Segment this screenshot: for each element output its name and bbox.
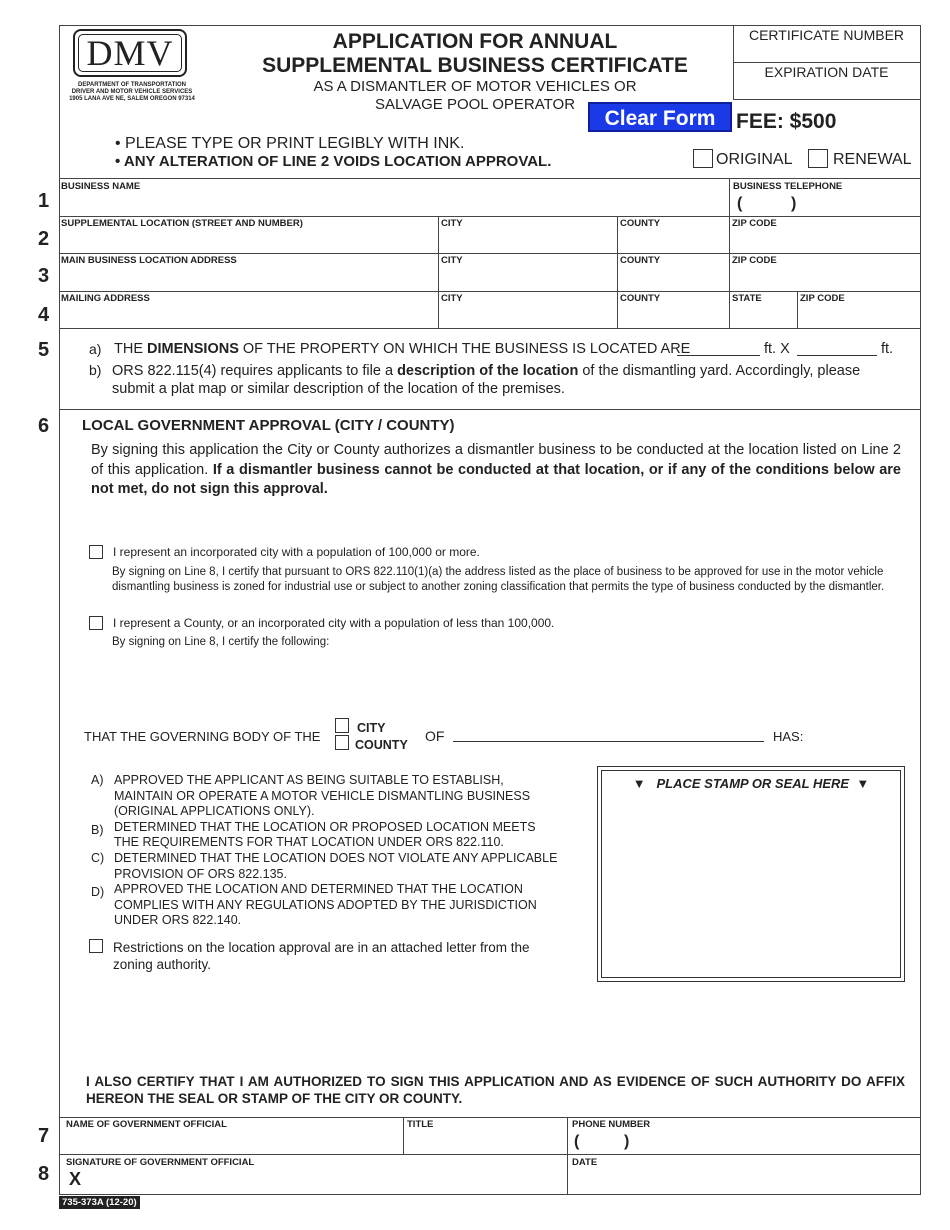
- form-number: 735-373A (12-20): [59, 1196, 140, 1209]
- line5-ft: ft.: [881, 341, 894, 357]
- grid-row-1-top: [59, 178, 920, 179]
- line2-county-label: COUNTY: [620, 218, 661, 229]
- line3-zip-field[interactable]: [731, 268, 918, 290]
- line5-b-post: of the dismantling yard. Accordingly, please submit a plat map or similar description of the location of the premises.: [112, 363, 861, 397]
- city-checkbox[interactable]: [335, 718, 349, 733]
- mailing-address-field[interactable]: [61, 306, 436, 327]
- line4-city-label: CITY: [441, 293, 463, 304]
- official-name-label: NAME OF GOVERNMENT OFFICIAL: [66, 1119, 227, 1130]
- condition-d-text: APPROVED THE LOCATION AND DETERMINED THAT THE LOCATION COMPLIES WITH ANY REGULATIONS ADOPTED BY THE JURISDICTION UNDER ORS 822.140.: [114, 882, 537, 928]
- grid-col-county: [617, 216, 618, 328]
- county-small-city-label: I represent a County, or an incorporated city with a population of less than 100,000.: [113, 616, 555, 630]
- line3-city-field[interactable]: [440, 268, 615, 290]
- line-number-6: 6: [38, 415, 50, 437]
- official-title-label: TITLE: [407, 1119, 434, 1130]
- local-government-intro: [91, 441, 901, 500]
- official-signature-field[interactable]: [90, 1169, 565, 1193]
- form-title-line-1: APPLICATION FOR ANNUAL: [332, 30, 618, 53]
- date-field[interactable]: [569, 1169, 918, 1193]
- phone-paren-open: (: [737, 195, 743, 212]
- city-label: CITY: [357, 721, 386, 735]
- line5-a-marker: a): [89, 341, 102, 357]
- cert-box-bottom: [733, 99, 920, 100]
- line3-zip-label: ZIP CODE: [732, 255, 777, 266]
- condition-c: [91, 851, 561, 882]
- line4-state-field[interactable]: [731, 306, 795, 327]
- line7-col-phone: [567, 1117, 568, 1194]
- dimension-length-field[interactable]: [797, 355, 877, 356]
- line4-county-label: COUNTY: [620, 293, 661, 304]
- condition-a-marker: A): [91, 773, 104, 787]
- business-name-label: BUSINESS NAME: [61, 181, 141, 192]
- condition-a-text: APPROVED THE APPLICANT AS BEING SUITABLE TO ESTABLISH, MAINTAIN OR OPERATE A MOTOR VEHICLE DISMANTLING BUSINESS (ORIGINAL APPLICATIONS ONLY).: [114, 773, 531, 819]
- line4-zip-label: ZIP CODE: [800, 293, 845, 304]
- condition-a: [91, 773, 561, 820]
- line5-b-marker: b): [89, 362, 102, 378]
- original-label: ORIGINAL: [716, 151, 793, 168]
- dimension-width-field[interactable]: [677, 355, 760, 356]
- form-left-border: [59, 25, 60, 1195]
- large-city-label: I represent an incorporated city with a population of 100,000 or more.: [113, 545, 480, 559]
- condition-c-marker: C): [91, 850, 105, 865]
- business-telephone-field[interactable]: [731, 193, 917, 215]
- agency-line-3: 1905 LANA AVE NE, SALEM OREGON 97314: [69, 96, 195, 102]
- line5-b-text: [112, 362, 897, 398]
- business-telephone-label: BUSINESS TELEPHONE: [733, 181, 843, 192]
- conditions-list: [91, 773, 561, 929]
- intro-bold: If a dismantler business cannot be conducted at that location, or if any of the conditions below are not met, do not sign this approval.: [91, 461, 901, 497]
- line3-city-label: CITY: [441, 255, 463, 266]
- county-small-city-detail: By signing on Line 8, I certify the following:: [112, 636, 330, 648]
- large-city-detail: By signing on Line 8, I certify that pursuant to ORS 822.110(1)(a) the address listed as the place of business to be approved for use in the motor vehicle dismantling business is zoned for industrial use or subject to another zoning classification that permits the type of business conducted by the dismantler.: [112, 566, 885, 593]
- dmv-logo-text: DMV: [86, 33, 174, 73]
- form-bottom-border: [59, 1194, 920, 1195]
- line4-county-field[interactable]: [619, 306, 727, 327]
- certificate-number-label: CERTIFICATE NUMBER: [748, 27, 905, 43]
- intro-plain: By signing this application the City or County authorizes a dismantler business to be conducted at the location listed on Line 2 of this application.: [91, 442, 901, 478]
- form-right-border: [920, 25, 921, 1195]
- instruction-2: • ANY ALTERATION OF LINE 2 VOIDS LOCATION APPROVAL.: [115, 153, 552, 170]
- condition-d: [91, 882, 561, 929]
- official-phone-field[interactable]: [569, 1131, 918, 1153]
- official-phone-label: PHONE NUMBER: [572, 1119, 651, 1130]
- condition-b-marker: B): [91, 822, 104, 837]
- renewal-label: RENEWAL: [833, 151, 912, 168]
- date-label: DATE: [572, 1157, 598, 1168]
- line-number-3: 3: [38, 265, 50, 287]
- jurisdiction-name-field[interactable]: [453, 741, 764, 742]
- county-checkbox[interactable]: [335, 735, 349, 750]
- county-small-city-checkbox[interactable]: [89, 616, 103, 630]
- grid-row-4-top: [59, 291, 920, 292]
- official-title-field[interactable]: [405, 1131, 565, 1153]
- form-subtitle-line-1: AS A DISMANTLER OF MOTOR VEHICLES OR: [313, 78, 637, 95]
- line-number-5: 5: [38, 339, 50, 361]
- supplemental-location-label: SUPPLEMENTAL LOCATION (STREET AND NUMBER): [61, 218, 303, 229]
- supplemental-location-field[interactable]: [61, 231, 436, 253]
- restrictions-label: Restrictions on the location approval are in an attached letter from the zoning authority.: [113, 940, 530, 972]
- agency-line-1: DEPARTMENT OF TRANSPORTATION: [78, 82, 186, 88]
- line5-a-bold: DIMENSIONS: [147, 341, 239, 357]
- clear-form-button[interactable]: Clear Form: [588, 102, 732, 132]
- instruction-1: • PLEASE TYPE OR PRINT LEGIBLY WITH INK.: [115, 135, 465, 152]
- line4-state-label: STATE: [732, 293, 762, 304]
- line5-ft-x: ft. X: [764, 341, 790, 357]
- renewal-checkbox[interactable]: [808, 149, 828, 168]
- restrictions-checkbox[interactable]: [89, 939, 103, 953]
- line4-city-field[interactable]: [440, 306, 615, 327]
- line-number-7: 7: [38, 1125, 50, 1147]
- official-signature-label: SIGNATURE OF GOVERNMENT OFFICIAL: [66, 1157, 255, 1168]
- line5-b-bold: description of the location: [397, 363, 579, 379]
- line-number-2: 2: [38, 228, 50, 250]
- line2-city-field[interactable]: [440, 231, 615, 253]
- main-business-address-field[interactable]: [61, 268, 436, 290]
- grid-col-state: [797, 291, 798, 328]
- grid-row-3-top: [59, 253, 920, 254]
- line-number-1: 1: [38, 190, 50, 212]
- line8-top-rule: [59, 1154, 920, 1155]
- grid-row-2-top: [59, 216, 920, 217]
- official-phone-paren-open: (: [574, 1133, 580, 1150]
- grid-row-4-bottom: [59, 328, 920, 329]
- grid-col-zip: [729, 178, 730, 328]
- fee-label: FEE: $500: [736, 110, 837, 133]
- line2-city-label: CITY: [441, 218, 463, 229]
- expiration-date-label: EXPIRATION DATE: [764, 64, 889, 80]
- official-phone-paren-close: ): [624, 1133, 630, 1150]
- cert-box-mid: [733, 62, 920, 63]
- line5-a-pre: THE: [114, 341, 148, 357]
- instruction-2-text: ANY ALTERATION OF LINE 2 VOIDS LOCATION APPROVAL.: [123, 153, 552, 170]
- line3-county-label: COUNTY: [620, 255, 661, 266]
- form-title-line-2: SUPPLEMENTAL BUSINESS CERTIFICATE: [262, 54, 688, 77]
- grid-col-city: [438, 216, 439, 328]
- has-label: HAS:: [773, 729, 804, 744]
- business-name-field[interactable]: [61, 193, 727, 215]
- mailing-address-label: MAILING ADDRESS: [61, 293, 150, 304]
- line7-col-title: [403, 1117, 404, 1154]
- local-government-heading: LOCAL GOVERNMENT APPROVAL (CITY / COUNTY): [82, 417, 455, 434]
- condition-b-text: DETERMINED THAT THE LOCATION OR PROPOSED LOCATION MEETS THE REQUIREMENTS FOR THAT LOCATION UNDER ORS 822.110.: [114, 819, 536, 850]
- line-number-8: 8: [38, 1163, 50, 1185]
- phone-paren-close: ): [791, 195, 797, 212]
- line2-zip-label: ZIP CODE: [732, 218, 777, 229]
- of-label: OF: [425, 728, 445, 744]
- line3-county-field[interactable]: [619, 268, 727, 290]
- line5-a-post: OF THE PROPERTY ON WHICH THE BUSINESS IS LOCATED ARE: [238, 341, 691, 357]
- line-number-4: 4: [38, 304, 50, 326]
- line2-county-field[interactable]: [619, 231, 727, 253]
- stamp-box: [597, 766, 905, 982]
- line2-zip-field[interactable]: [731, 231, 918, 253]
- form-subtitle-line-2: SALVAGE POOL OPERATOR: [374, 96, 576, 113]
- agency-line-2: DRIVER AND MOTOR VEHICLE SERVICES: [71, 89, 193, 95]
- authorization-certification: I ALSO CERTIFY THAT I AM AUTHORIZED TO SIGN THIS APPLICATION AND AS EVIDENCE OF SUCH AUTHORITY DO AFFIX HEREON THE SEAL OR STAMP OF THE CITY OR COUNTY.: [86, 1074, 905, 1106]
- line5-a-text: [114, 341, 690, 357]
- main-business-address-label: MAIN BUSINESS LOCATION ADDRESS: [61, 255, 237, 266]
- governing-body-label: THAT THE GOVERNING BODY OF THE: [84, 729, 321, 744]
- condition-c-text: DETERMINED THAT THE LOCATION DOES NOT VIOLATE ANY APPLICABLE PROVISION OF ORS 822.135.: [114, 850, 558, 881]
- official-name-field[interactable]: [61, 1131, 401, 1153]
- original-checkbox[interactable]: [693, 149, 713, 168]
- signature-x-mark: X: [69, 1169, 82, 1189]
- stamp-label: PLACE STAMP OR SEAL HERE: [656, 776, 850, 791]
- dmv-logo: [73, 29, 187, 77]
- line4-zip-field[interactable]: [799, 306, 918, 327]
- instruction-1-text: PLEASE TYPE OR PRINT LEGIBLY WITH INK.: [125, 135, 465, 152]
- condition-b: [91, 820, 561, 851]
- stamp-caption: ▼ PLACE STAMP OR SEAL HERE ▼: [632, 776, 870, 791]
- line5-bottom-rule: [59, 409, 920, 410]
- form-top-border: [59, 25, 920, 26]
- condition-d-marker: D): [91, 885, 105, 900]
- line7-top-rule: [59, 1117, 920, 1118]
- large-city-checkbox[interactable]: [89, 545, 103, 559]
- county-label: COUNTY: [355, 738, 408, 752]
- line5-b-pre: ORS 822.115(4) requires applicants to file a: [112, 363, 398, 379]
